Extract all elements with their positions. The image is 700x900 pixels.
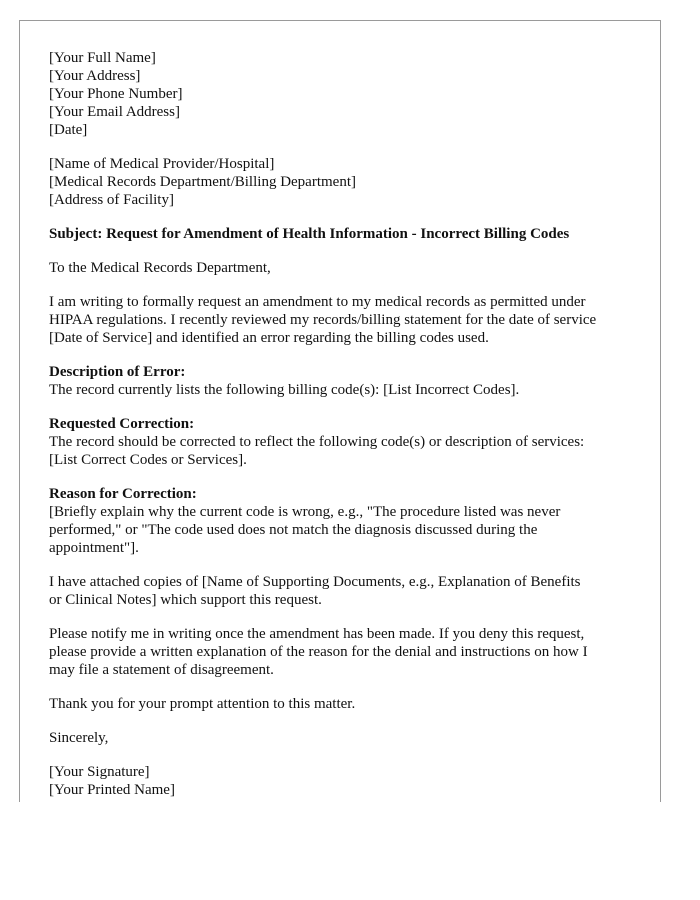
subject-line [49, 225, 639, 243]
correction-section [49, 415, 639, 469]
notify-line-2: please provide a written explanation of the reason for the denial and instructions on how I [49, 644, 588, 660]
recipient-provider: [Name of Medical Provider/Hospital] [49, 156, 275, 172]
thanks-text: Thank you for your prompt attention to this matter. [49, 696, 356, 712]
notify-paragraph [49, 625, 639, 679]
reason-line-2: performed," or "The code used does not match the diagnosis discussed during the [49, 522, 538, 538]
attachments-line-1: I have attached copies of [Name of Supporting Documents, e.g., Explanation of Benefits [49, 574, 581, 590]
reason-line-3: appointment"]. [49, 540, 139, 556]
letter-date: [Date] [49, 122, 88, 138]
signature-block [49, 763, 639, 799]
signature-placeholder: [Your Signature] [49, 764, 150, 780]
sender-name: [Your Full Name] [49, 50, 156, 66]
attachments-paragraph [49, 573, 639, 609]
correction-line-1: The record should be corrected to reflect the following code(s) or description of services: [49, 434, 585, 450]
sender-phone: [Your Phone Number] [49, 86, 183, 102]
subject-text: Subject: Request for Amendment of Health Information - Incorrect Billing Codes [49, 226, 570, 242]
closing [49, 729, 639, 747]
error-line-1: The record currently lists the following billing code(s): [List Incorrect Codes]. [49, 382, 520, 398]
intro-paragraph [49, 293, 639, 347]
thanks-paragraph [49, 695, 639, 713]
recipient-block [49, 155, 639, 209]
error-section [49, 363, 639, 399]
printed-name: [Your Printed Name] [49, 782, 175, 798]
attachments-line-2: or Clinical Notes] which support this request. [49, 592, 322, 608]
sender-block [49, 49, 639, 139]
salutation-text: To the Medical Records Department, [49, 260, 271, 276]
notify-line-1: Please notify me in writing once the amendment has been made. If you deny this request, [49, 626, 585, 642]
reason-line-1: [Briefly explain why the current code is wrong, e.g., "The procedure listed was never [49, 504, 561, 520]
intro-line-2: HIPAA regulations. I recently reviewed my records/billing statement for the date of service [49, 312, 597, 328]
correction-heading: Requested Correction: [49, 416, 195, 432]
salutation [49, 259, 639, 277]
recipient-address: [Address of Facility] [49, 192, 174, 208]
closing-text: Sincerely, [49, 730, 109, 746]
recipient-department: [Medical Records Department/Billing Department] [49, 174, 356, 190]
letter-body [49, 49, 639, 802]
notify-line-3: may file a statement of disagreement. [49, 662, 274, 678]
reason-section [49, 485, 639, 557]
letter-page [19, 20, 661, 802]
intro-line-3: [Date of Service] and identified an error regarding the billing codes used. [49, 330, 489, 346]
correction-line-2: [List Correct Codes or Services]. [49, 452, 247, 468]
sender-email: [Your Email Address] [49, 104, 180, 120]
sender-address: [Your Address] [49, 68, 141, 84]
error-heading: Description of Error: [49, 364, 186, 380]
intro-line-1: I am writing to formally request an amendment to my medical records as permitted under [49, 294, 586, 310]
reason-heading: Reason for Correction: [49, 486, 197, 502]
